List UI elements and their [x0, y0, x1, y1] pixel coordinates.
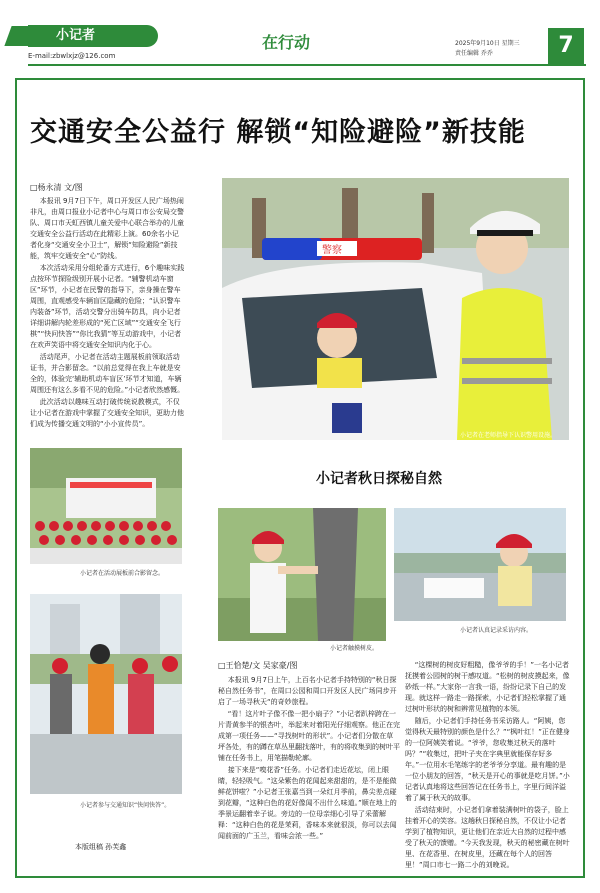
page-credit: 本版组稿 孙芙鑫: [75, 843, 127, 851]
column-badge: 小记者: [28, 25, 158, 47]
caption-left1: 小记者在活动展板前合影留念。: [80, 570, 165, 577]
header-rule: [28, 64, 586, 66]
section-title: 在行动: [262, 33, 311, 52]
caption-mid1: 小记者触摸树皮。: [330, 645, 379, 652]
page-number: 7: [548, 28, 584, 64]
article2-body-left: [218, 675, 400, 843]
article2-byline: □王恰楚/文 吴家豪/图: [218, 661, 298, 670]
article1-paragraph: 活动尾声，小记者在活动主题展板前领取活动证书，并合影留念。“以前总觉得在我上车就是安全的，体验完‘辅助机动车盲区’环节才知道，车辆周围还有这么多看不见的危险。”小记者欣然感慨。: [30, 353, 185, 394]
article2-paragraph: “这棵树的树皮好粗糙，像爷爷的手！”一名小记者抚摸着公园树的树干感叹道。“松树的树皮摸起来，像砂纸一样。”大家你一言我一语，纷纷记录下自己的发现。就这样一路走一路探索，小记者们轻松掌握了通过树叶形状的树和辨常见植物的本领。: [405, 661, 570, 713]
contact-email: E-mail:zbwlxjz@126.com: [28, 52, 116, 60]
main-headline: 交通安全公益行 解锁“知险避险”新技能: [30, 117, 526, 148]
responsible-editor: 责任编辑 乔乔: [455, 50, 493, 57]
caption-left2: 小记者参与交通知识“快问快答”。: [80, 802, 171, 809]
article2-paragraph: 活动结束时，小记者们拿着装满树叶的袋子，脸上挂着开心的笑容。这趟秋日探秘自然，不仅让小记者学到了植物知识，更让他们在亲近大自然的过程中感受了秋天的馈赠。“今天我发现，秋天的秘密藏在树叶里、在花香里、在树皮里，还藏在每个人的回答里！”周口市七一路二小的刘晚说。: [405, 806, 570, 869]
police-car-label: 警察: [322, 245, 342, 256]
article2-body-right: [405, 660, 570, 872]
photo-police-car: [222, 178, 569, 440]
article1-paragraph: 此次活动以趣味互动打破传统说教模式，不仅让小记者在游戏中掌握了交通安全知识，更助力他们成为传播交通文明的“小小宣传员”。: [30, 398, 184, 428]
photo-group-banner: [30, 448, 182, 564]
article1-paragraph: 本报讯 9月7日下午，周口开发区人民广场热闹非凡，由周口报业小记者中心与周口市公安局交警队、周口市天虹西镇儿童关爱中心联合举办的儿童交通安全公益行活动在此精彩上演。60余名小记者化身“交通安全小卫士”，解锁“知险避险”新技能，筑牢交通安全“心”防线。: [30, 197, 184, 260]
article1-byline: □杨永清 文/图: [30, 183, 83, 192]
article1-body: [30, 196, 185, 431]
article2-paragraph: 随后，小记者们手持任务书采访路人。“阿姨，您觉得秋天最特别的颜色是什么？”“枫叶红！”正在健身的一位阿姨笑着说。“爷爷，您收集过秋天的落叶吗？”“收集过，把叶子夹在字典里就能保存好多年。”一位用水毛笔练字的老爷爷分享道。最有趣的是一位小朋友的回答，“秋天是开心的事就是吃月饼。”小记者认真地将这些回答记在任务书上，字里行间洋溢着了属于秋天的故事。: [405, 717, 570, 802]
article2-paragraph: 本报讯 9月7日上午，上百名小记者手持特别的“秋日探秘自然任务书”，在周口公园和周口开发区人民广场同步开启了一场寻秋天“的奇妙旅程。: [218, 676, 397, 706]
photo-tree-bark: [218, 508, 386, 641]
photo-quiz: [30, 594, 182, 794]
issue-date: 2025年9月10日 星期三: [455, 40, 520, 47]
article2-paragraph: “看！这片叶子像不像一把小扇子？”小记者趴梓跨在一片青黄参半的银杏叶，举起来对着阳光仔细观察。他正在完成第一项任务——“寻找树叶的形状”。小记者们分散在草坪各处，有的蹲在草丛里翻找落叶，有的将收集到的树叶平铺在任务书上，用笔描勒轮廓。: [218, 710, 400, 762]
caption-main: 小记者在老师指导下认识警用设施。: [460, 432, 557, 439]
photo-notetaking: [394, 508, 566, 621]
article2-paragraph: 接下来是“嗅花香”任务。小记者们走近花坛，闭上眼睛，轻轻吸气。“这朵紫色的花闻起来甜甜的，是不是能做鲜花饼啦？”小记者王张嘉当到一朵红月季前，鼻尖差点碰到花瓣，“这种白色的花好像闻不出什么味道。”顺在地上的季景运翻着幸子说。旁边的一位母亲细心引导了采蕾解释：“这种白色的花是茉莉，香味本来就很淡，你可以去闻闻前面的广玉兰，看味会浓一些。”: [218, 766, 397, 840]
caption-mid2: 小记者认真记录采访内容。: [460, 627, 533, 634]
article2-headline: 小记者秋日探秘自然: [316, 471, 442, 487]
article1-paragraph: 本次活动采用分组轮番方式进行，6个趣味实践点按环节探险级别开展小记者。“辅警机动车窗区”环节，小记者在民警的指导下，亲身操在警车周围，直观感受车辆盲区隐藏的危险；“认识警车内装备”环节，活动交警分出骑车防具，向小记者详细讲解内轮差形成的“死亡区域”“交通安全飞行棋”“快问快答”“你比我猜”等互动游戏中，小记者在欢声笑语中将交通安全知识内化于心。: [30, 264, 185, 349]
